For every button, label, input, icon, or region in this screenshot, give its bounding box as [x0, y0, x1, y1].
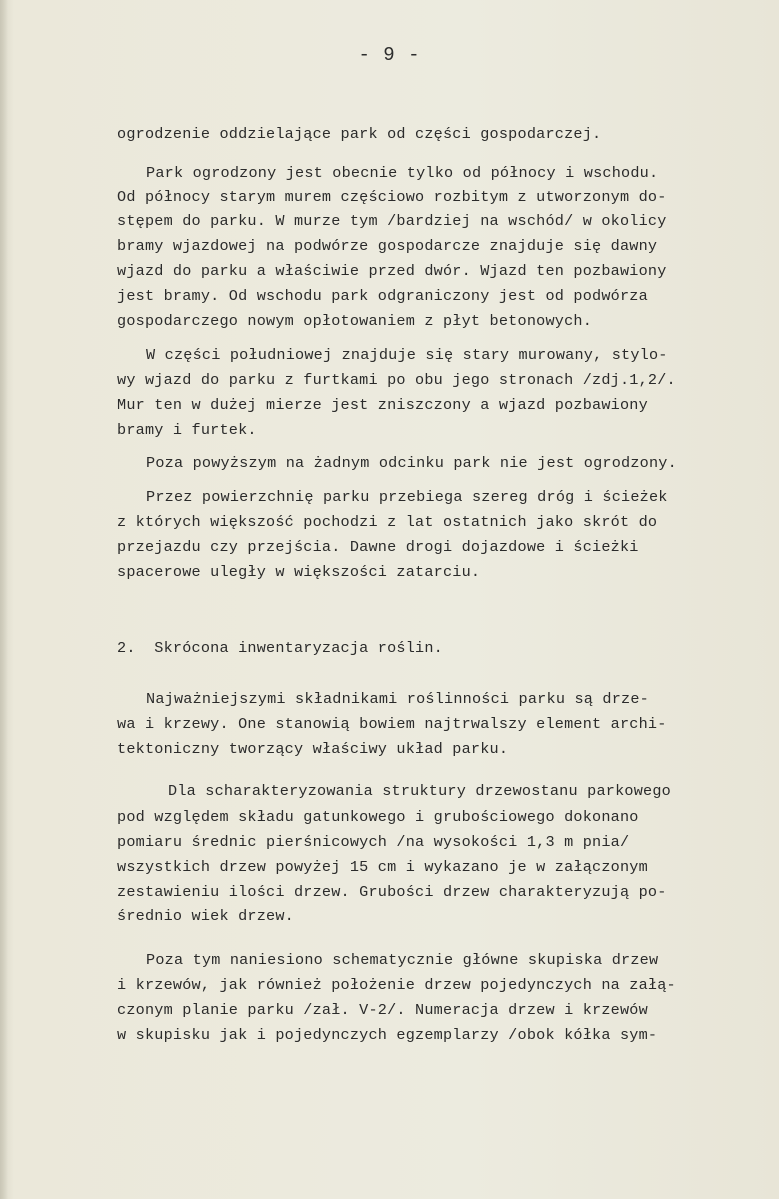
text-line: gospodarczego nowym opłotowaniem z płyt betonowych. [117, 312, 593, 330]
text-line: wa i krzewy. One stanowią bowiem najtrwalszy element archi- [117, 715, 667, 733]
text-line: czonym planie parku /zał. V-2/. Numeracja drzew i krzewów [117, 1001, 648, 1019]
text-line: Przez powierzchnię parku przebiega szereg dróg i ścieżek [146, 488, 668, 506]
text-line: średnio wiek drzew. [117, 907, 294, 925]
text-line: Poza tym naniesiono schematycznie główne skupiska drzew [146, 951, 659, 969]
text-line: wjazd do parku a właściwie przed dwór. Wjazd ten pozbawiony [117, 262, 667, 280]
text-line: wszystkich drzew powyżej 15 cm i wykazano je w załączonym [117, 858, 648, 876]
text-line: pod względem składu gatunkowego i grubościowego dokonano [117, 808, 639, 826]
text-line: jest bramy. Od wschodu park odgraniczony jest od podwórza [117, 287, 648, 305]
page-number: - 9 - [358, 44, 421, 66]
text-line: Najważniejszymi składnikami roślinności parku są drze- [146, 690, 649, 708]
text-line: ogrodzenie oddzielające park od części gospodarczej. [117, 125, 602, 143]
text-line: przejazdu czy przejścia. Dawne drogi dojazdowe i ścieżki [117, 538, 639, 556]
text-line: spacerowe uległy w większości zatarciu. [117, 563, 481, 581]
text-line: i krzewów, jak również położenie drzew pojedynczych na załą- [117, 976, 676, 994]
text-line: w skupisku jak i pojedynczych egzemplarzy /obok kółka sym- [117, 1026, 658, 1044]
page-edge-shadow [0, 0, 8, 1199]
text-line: bramy wjazdowej na podwórze gospodarcze znajduje się dawny [117, 237, 658, 255]
text-line: pomiaru średnic pierśnicowych /na wysokości 1,3 m pnia/ [117, 833, 630, 851]
text-line: zestawieniu ilości drzew. Grubości drzew charakteryzują po- [117, 883, 667, 901]
text-line: z których większość pochodzi z lat ostatnich jako skrót do [117, 513, 658, 531]
text-line: Od północy starym murem częściowo rozbitym z utworzonym do- [117, 188, 667, 206]
text-line: W części południowej znajduje się stary murowany, stylo- [146, 346, 668, 364]
text-line: Park ogrodzony jest obecnie tylko od północy i wschodu. [146, 164, 659, 182]
text-line: Dla scharakteryzowania struktury drzewostanu parkowego [168, 782, 671, 800]
text-line: wy wjazd do parku z furtkami po obu jego stronach /zdj.1,2/. [117, 371, 676, 389]
text-line: bramy i furtek. [117, 421, 257, 439]
text-line: Poza powyższym na żadnym odcinku park nie jest ogrodzony. [146, 454, 677, 472]
text-line: stępem do parku. W murze tym /bardziej na wschód/ w okolicy [117, 212, 667, 230]
text-line: Mur ten w dużej mierze jest zniszczony a wjazd pozbawiony [117, 396, 648, 414]
section-heading: 2. Skrócona inwentaryzacja roślin. [117, 639, 443, 657]
text-line: tektoniczny tworzący właściwy układ parku. [117, 740, 509, 758]
